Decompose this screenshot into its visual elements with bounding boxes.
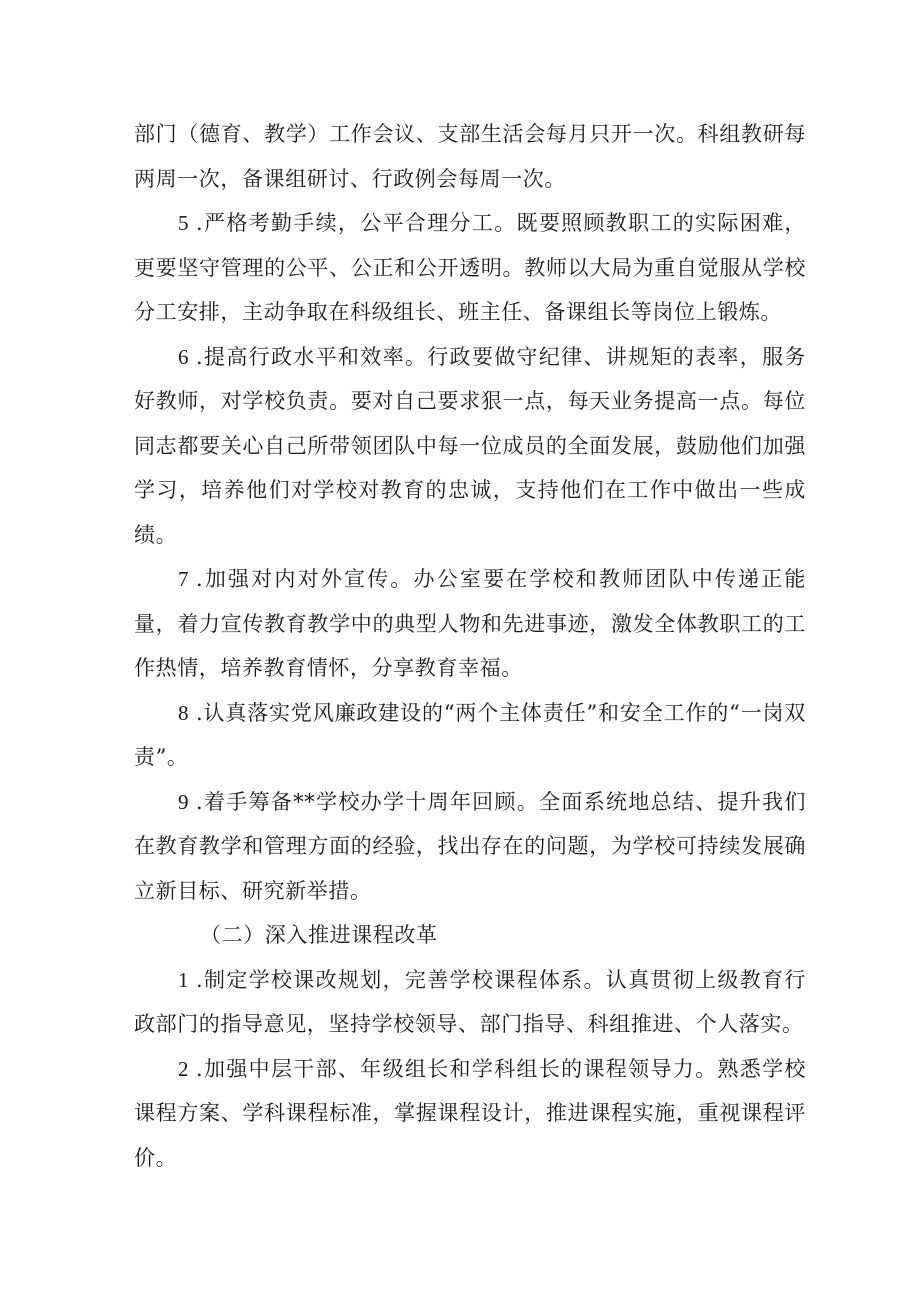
item-text: .严格考勤手续，公平合理分工。既要照顾教职工的实际困难，更要坚守管理的公平、公正和公开透明。教师以大局为重自觉服从学校分工安排，主动争取在科级组长、班主任、备课组长等岗位上锻炼。: [134, 211, 806, 324]
list-item-9: [134, 780, 806, 914]
item-text: .提高行政水平和效率。行政要做守纪律、讲规矩的表率，服务好教师，对学校负责。要对自己要求狠一点，每天业务提高一点。每位同志都要关心自己所带领团队中每一位成员的全面发展，鼓励他们加强学习，培养他们对学校对教育的忠诚，支持他们在工作中做出一些成绩。: [134, 344, 806, 547]
item-number: 1: [178, 967, 190, 992]
document-body: [134, 112, 806, 1180]
item-text: .加强对内对外宣传。办公室要在学校和教师团队中传递正能量，着力宣传教育教学中的典型人物和先进事迹，激发全体教职工的工作热情，培养教育情怀，分享教育幸福。: [134, 567, 806, 680]
list-item-6: [134, 335, 806, 558]
intro-paragraph: 部门（德育、教学）工作会议、支部生活会每月只开一次。科组教研每两周一次，备课组研讨、行政例会每周一次。: [134, 122, 806, 191]
list-item-7: [134, 557, 806, 691]
item-number: 7: [178, 567, 190, 591]
list-item-8: [134, 691, 806, 780]
item-text: .认真落实党风廉政建设的“两个主体责任”和安全工作的“一岗双责”。: [134, 700, 806, 769]
list-item-1: [134, 958, 806, 1047]
item-text: .制定学校课改规划，完善学校课程体系。认真贯彻上级教育行政部门的指导意见，坚持学校领导、部门指导、科组推进、个人落实。: [134, 967, 806, 1036]
item-number: 9: [178, 789, 190, 814]
item-number: 2: [178, 1056, 190, 1081]
list-item-2: [134, 1047, 806, 1181]
item-number: 6: [178, 344, 190, 369]
item-number: 5: [178, 211, 190, 235]
item-text: .着手筹备**学校办学十周年回顾。全面系统地总结、提升我们在教育教学和管理方面的经验，找出存在的问题，为学校可持续发展确立新目标、研究新举措。: [134, 789, 806, 903]
section-heading: （二）深入推进课程改革: [200, 923, 438, 947]
item-text: .加强中层干部、年级组长和学科组长的课程领导力。熟悉学校课程方案、学科课程标准，掌握课程设计，推进课程实施，重视课程评价。: [134, 1056, 806, 1170]
item-number: 8: [178, 700, 190, 725]
list-item-5: [134, 201, 806, 335]
